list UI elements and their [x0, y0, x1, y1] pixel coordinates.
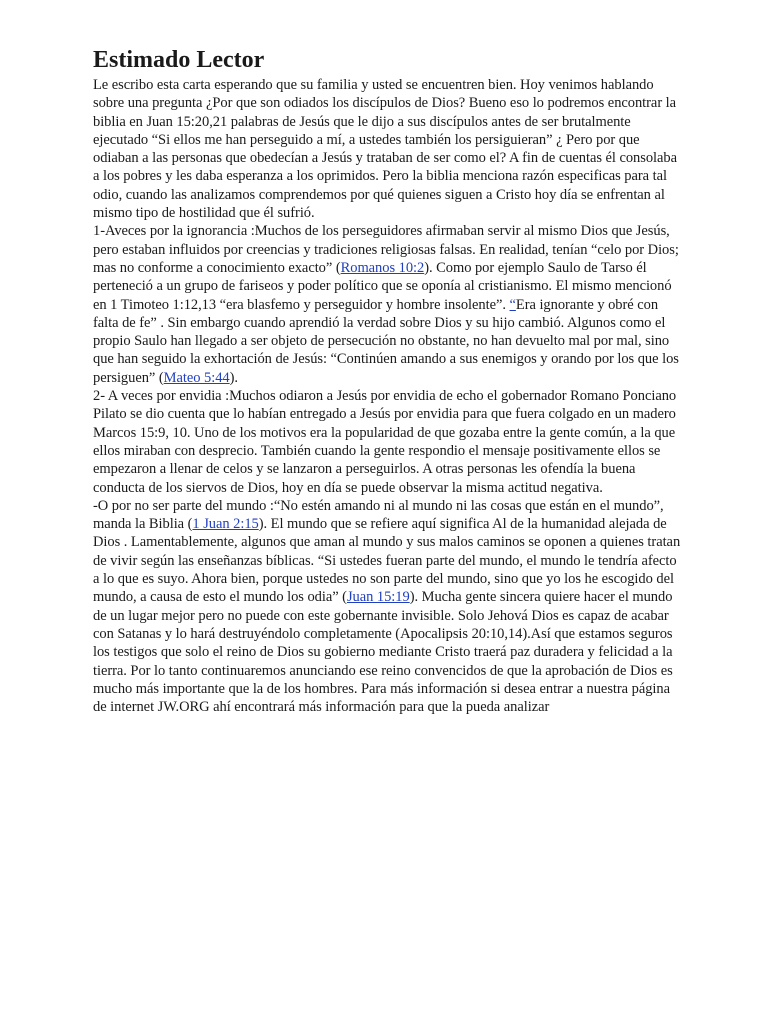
paragraph [93, 497, 683, 717]
paragraph-text: Le escribo esta carta esperando que su familia y usted se encuentren bien. Hoy venimos hablando sobre una pregunta ¿Por que son odiados los discípulos de Dios? Bueno eso lo podremos encontrar la biblia en Juan 15:20,21 palabras de Jesús que le dijo a sus discípulos antes de ser brutalmente ejecutado “Si ellos me han perseguido a mí, a ustedes también los persiguieran” ¿ Pero por que odiaban a las personas que obedecían a Jesús y trataban de ser como el? A fin de cuentas él consolaba a los pobres y les daba esperanza a los oprimidos. Pero la biblia menciona razón especificas para tal odio, cuando las analizamos comprendemos por qué quienes siguen a Cristo hoy día se enfrentan al mismo tipo de hostilidad que él sufrió. [93, 77, 677, 222]
scripture-link[interactable]: Juan 15:19 [346, 589, 410, 606]
document-page [93, 46, 683, 716]
scripture-link[interactable]: Mateo 5:44 [163, 369, 230, 386]
paragraph-text: ). [229, 369, 238, 386]
paragraph [93, 387, 683, 497]
paragraph-text: 2- A veces por envidia :Muchos odiaron a Jesús por envidia de echo el gobernador Romano Ponciano Pilato se dio cuenta que lo habían entregado a Jesús por envidia para que fuera colgado en un madero Marcos 15:9, 10. Uno de los motivos era la popularidad de que gozaba entre la gente común, a la que ellos miraban con desprecio. También cuando la gente respondio el mensaje positivamente ellos se empezaron a llenar de celos y se lanzaron a perseguirlos. A otras personas les ofendía la buena conducta de los siervos de Dios, hoy en día se puede observar la misma actitud negativa. [93, 388, 677, 496]
paragraph-text: ). Como por ejemplo Saulo de Tarso él perteneció a un grupo de fariseos y poder político que se oponía al cristianismo. El mismo mencionó en 1 Timoteo 1:12,13 “era blasfemo y perseguidor y hombre insolente”. [93, 259, 672, 313]
paragraph [93, 222, 683, 387]
document-title: Estimado Lector [93, 47, 265, 73]
scripture-link[interactable]: “ [509, 296, 516, 313]
scripture-link[interactable]: 1 Juan 2:15 [192, 516, 259, 533]
paragraph-text: 1-Aveces por la ignorancia :Muchos de los perseguidores afirmaban servir al mismo Dios que Jesús, pero estaban influidos por creencias y tradiciones religiosas falsas. En realidad, tenían “celo por Dios; mas no conforme a conocimiento exacto” ( [93, 223, 679, 276]
paragraph-text: Era ignorante y obré con falta de fe” . Sin embargo cuando aprendió la verdad sobre Dios y su hijo cambió. Algunos como el propio Saulo han llegado a ser objeto de persecución no obstante, no han devuelto mal por mal, sino que han seguido la exhortación de Jesús: “Continúen amando a sus enemigos y orando por los que los persiguen” ( [93, 296, 679, 386]
paragraph-text: ). Mucha gente sincera quiere hacer el mundo de un lugar mejor pero no puede con este gobernante invisible. Solo Jehová Dios es capaz de acabar con Satanas y lo hará destruyéndolo completamente (Apocalipsis 20:10,14).Así que estamos seguros los testigos que solo el reino de Dios su gobierno mediante Cristo traerá paz duradera y felicidad a la tierra. Por lo tanto continuaremos anunciando ese reino convencidos de que la aprobación de Dios es mucho más importante que la de los hombres. Para más información si desea entrar a nuestra página de internet JW.ORG ahí encontrará más información para que la pueda analizar [93, 589, 673, 716]
document-body [93, 76, 683, 716]
paragraph-text: -O por no ser parte del mundo :“No estén amando ni al mundo ni las cosas que están en el mundo”, manda la Biblia ( [93, 497, 664, 533]
scripture-link[interactable]: Romanos 10:2 [340, 259, 425, 276]
paragraph-text: ). El mundo que se refiere aquí significa Al de la humanidad alejada de Dios . Lamentablemente, algunos que aman al mundo y sus malos caminos se oponen a quienes tratan de vivir según las enseñanzas bíblicas. “Si ustedes fueran parte del mundo, el mundo le tendría afecto a lo que es suyo. Ahora bien, porque ustedes no son parte del mundo, sino que yo los he escogido del mundo, a causa de esto el mundo los odia” ( [93, 516, 681, 606]
paragraph [93, 76, 683, 222]
